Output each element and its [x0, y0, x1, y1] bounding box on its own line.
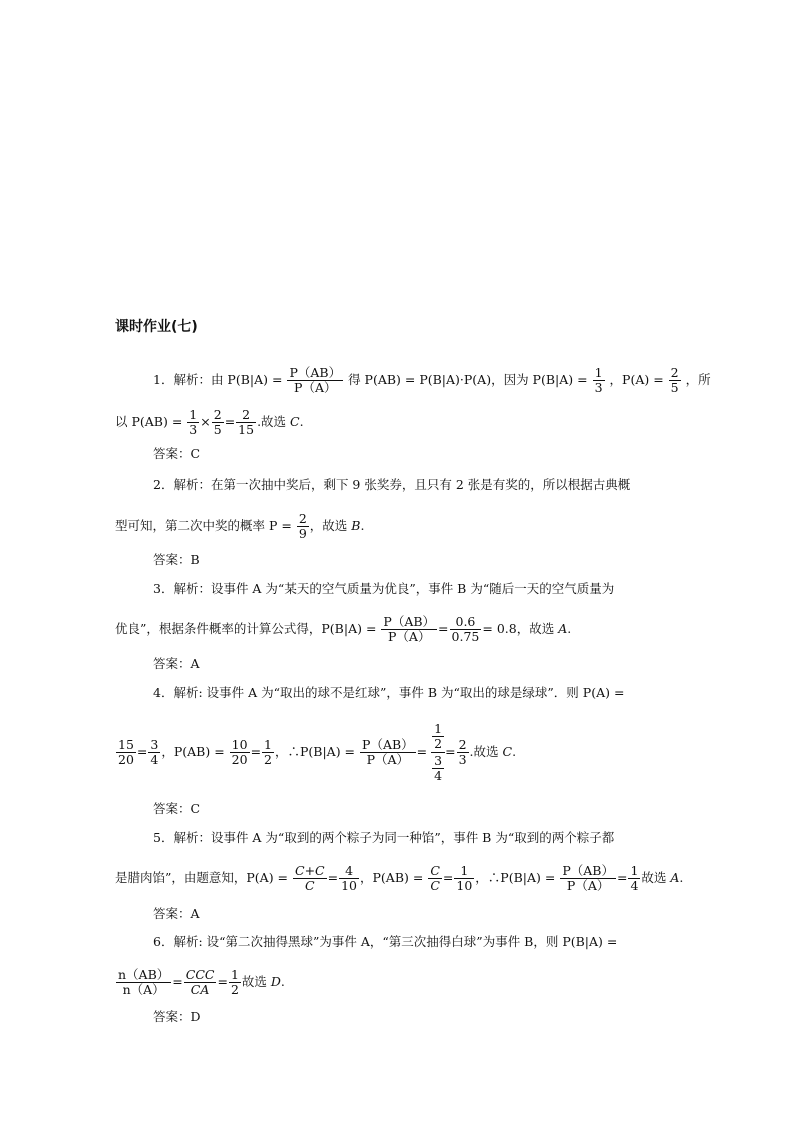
q3-fraction-pab: $\frac{P(AB)}{P(A)}$ [383, 614, 436, 644]
q4-choice: C [502, 744, 513, 759]
q1-fraction-two-fifteenths: $\frac{2}{15}$ [238, 407, 255, 437]
q1-text-e: 以 P(AB) = [115, 414, 183, 429]
q2-line1: 2．解析：在第一次抽中奖后，剩下 9 张奖券，且只有 2 张是有奖的，所以根据古典概 [153, 477, 631, 492]
q4-text-c: .故选 [469, 744, 499, 759]
equals-sign: = [172, 974, 183, 989]
q2-fraction: $\frac{2}{9}$ [298, 511, 307, 541]
q5-text-a: 是腊肉馅”，由题意知，P(A) = [115, 870, 289, 885]
q2-line2 [115, 512, 364, 541]
q1-text-a: 1．解析：由 P(B|A) = [153, 372, 283, 387]
q1-answer: 答案：C [153, 446, 201, 461]
q6-answer: 答案：D [153, 1009, 201, 1024]
q1-fraction-one-third: $\frac{1}{3}$ [594, 365, 603, 395]
q2-answer: 答案：B [153, 552, 200, 567]
q1-fraction-two-fifths-b: $\frac{2}{5}$ [213, 407, 222, 437]
q5-text-c: ，∴P(B|A) = [475, 870, 556, 885]
q5-fraction-b: $\frac{4}{10}$ [341, 863, 358, 893]
q4-text-a: ，P(AB) = [161, 744, 225, 759]
equals-sign: = [327, 870, 339, 885]
equals-sign: = [250, 744, 262, 759]
q3-line1: 3．解析：设事件 A 为“某天的空气质量为优良”，事件 B 为“随后一天的空气质量为 [153, 581, 615, 596]
q1-choice: C [290, 414, 300, 429]
equals-sign: = [416, 744, 428, 759]
q5-text-d: 故选 [641, 870, 667, 885]
q2-choice: B [351, 518, 361, 533]
q1-text-b: 得 P(AB) = P(B|A)·P(A)，因为 P(B|A) = [348, 372, 588, 387]
q1-text-f: .故选 [257, 414, 287, 429]
q4-answer: 答案：C [153, 801, 201, 816]
q3-fraction-values: $\frac{0.6}{0.75}$ [451, 614, 480, 644]
period: . [567, 621, 572, 636]
q4-line1: 4．解析: 设事件 A 为“取出的球不是红球”，事件 B 为“取出的球是绿球”．则 P(A) = [153, 685, 625, 700]
q5-line1: 5．解析：设事件 A 为“取到的两个粽子为同一种馅”，事件 B 为“取到的两个粽子都 [153, 830, 615, 845]
q1-fraction-pab: $\frac{P(AB)}{P(A)}$ [289, 365, 342, 395]
q4-nested-top: $\frac{1}{2}$ [434, 721, 443, 751]
equals-sign: = [445, 744, 456, 759]
q4-fraction-b: $\frac{3}{4}$ [150, 737, 159, 767]
period: . [512, 744, 517, 759]
q5-fraction-c: $\frac{C}{C}$ [430, 863, 440, 893]
q6-fraction-result: $\frac{1}{2}$ [230, 967, 239, 997]
q3-text-b: = 0.8，故选 [482, 621, 555, 636]
q6-fraction-nab: $\frac{n(AB)}{n(A)}$ [118, 967, 170, 997]
period: . [679, 870, 684, 885]
q5-answer: 答案：A [153, 906, 200, 921]
period: . [280, 974, 285, 989]
period: . [360, 518, 365, 533]
equals-sign: = [442, 870, 454, 885]
q6-line1: 6．解析: 设“第二次抽得黑球”为事件 A，“第三次抽得白球”为事件 B，则 P(B|A) = [153, 934, 618, 949]
q1-text-d: ，所 [685, 372, 711, 387]
q4-fraction-pab: $\frac{P(AB)}{P(A)}$ [362, 737, 414, 767]
q4-nested-bottom: $\frac{3}{4}$ [434, 753, 443, 783]
q3-choice: A [558, 621, 568, 636]
q5-choice: A [670, 870, 680, 885]
q5-line2 [115, 864, 683, 893]
q6-choice: D [270, 974, 281, 989]
q3-line2 [115, 615, 571, 644]
q2-text-a: 型可知，第二次中奖的概率 P = [115, 518, 292, 533]
q4-text-b: ，∴P(B|A) = [275, 744, 356, 759]
q4-fraction-d: $\frac{1}{2}$ [264, 737, 272, 767]
q1-text-c: ，P(A) = [609, 372, 664, 387]
q2-text-b: ，故选 [309, 518, 348, 533]
q4-compound-fraction [431, 722, 445, 783]
equals-sign: = [438, 621, 449, 636]
q6-line2 [115, 968, 285, 997]
times-sign: × [200, 414, 211, 429]
equals-sign: = [136, 744, 148, 759]
q5-fraction-pab: $\frac{P(AB)}{P(A)}$ [562, 863, 614, 893]
equals-sign: = [616, 870, 628, 885]
q1-fraction-two-fifths: $\frac{2}{5}$ [670, 365, 679, 395]
q4-fraction-c: $\frac{10}{20}$ [231, 737, 248, 767]
q4-fraction-a: $\frac{15}{20}$ [118, 737, 134, 767]
q6-text-a: 故选 [241, 974, 267, 989]
q5-fraction-d: $\frac{1}{10}$ [456, 863, 473, 893]
period: . [299, 414, 304, 429]
equals-sign: = [224, 414, 236, 429]
q3-answer: 答案：A [153, 656, 200, 671]
q5-text-b: ，P(AB) = [360, 870, 424, 885]
q4-fraction-result: $\frac{2}{3}$ [458, 737, 467, 767]
q5-fraction-result: $\frac{1}{4}$ [630, 863, 639, 893]
q1-line1 [153, 366, 711, 395]
equals-sign: = [217, 974, 228, 989]
page-title: 课时作业(七) [115, 319, 198, 335]
q6-fraction-combinations: $\frac{\text{CCC}}{CA}$ [185, 967, 215, 997]
q3-text-a: 优良”，根据条件概率的计算公式得，P(B|A) = [115, 621, 377, 636]
q4-line2 [115, 722, 516, 783]
q1-line2 [115, 408, 304, 437]
q1-fraction-one-third-b: $\frac{1}{3}$ [189, 407, 198, 437]
q5-fraction-a: $\frac{C+C}{C}$ [295, 863, 325, 893]
